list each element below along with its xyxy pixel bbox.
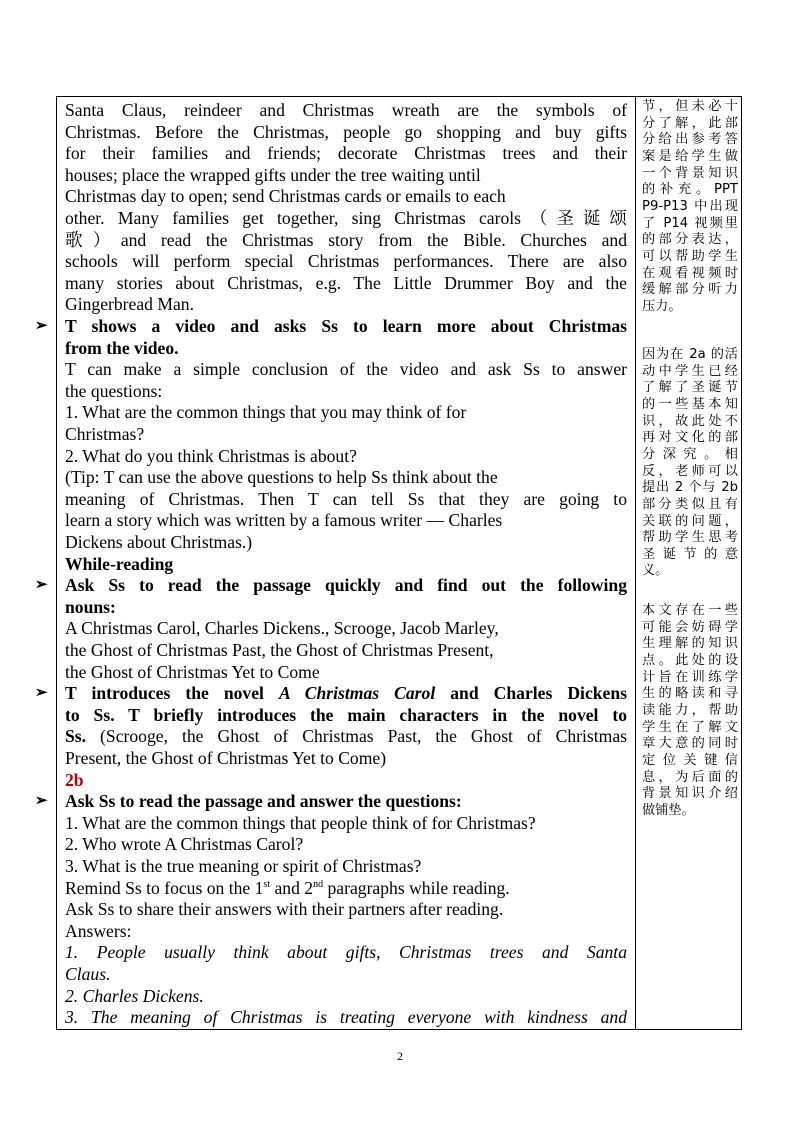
video-task-line: 2. What do you think Christmas is about? [65,445,357,466]
intro-line: Santa Claus, reindeer and Christmas wreath are the symbols of [65,100,627,120]
design-note-line: 帮助学生思考 [642,530,738,546]
design-note-line: 读能力，帮助 [642,702,738,718]
novel-task-text: and Charles Dickens [435,683,627,704]
video-task-line: the questions: [65,380,163,401]
design-note-line: 义。 [642,563,669,579]
noun-list-line: the Ghost of Christmas Past, the Ghost of Christmas Present, [65,640,494,660]
question-line: 2. Who wrote A Christmas Carol? [65,834,304,855]
bullet-icon: ➢ [35,793,48,810]
lesson-plan-table [35,96,742,1030]
novel-task-line [35,683,627,705]
design-note-line: 了 P14 视频里 [642,215,738,231]
novel-task-text: Ss. [65,726,87,747]
design-note-line: 缓解部分听力 [642,282,738,298]
intro-line: houses; place the wrapped gifts under the tree waiting until [65,164,481,185]
design-note-line: 节，但未必十 [642,99,738,114]
design-note-line: 背景知识介绍 [642,786,738,802]
design-note-line: 一个背景知识 [642,165,738,181]
bullet-icon: ➢ [35,685,48,702]
video-task-line: 1. What are the common things that you may think of for [65,402,467,423]
share-line: Ask Ss to share their answers with their partners after reading. [65,899,504,920]
design-note-line: 反，老师可以 [642,463,738,479]
answer-line: Claus. [65,964,111,984]
remind-text: st [263,878,271,890]
novel-task-line: to Ss. T briefly introduces the main characters in the novel to [65,704,627,725]
design-note-line: 点。此处的设 [642,652,738,668]
design-note-line: 生理解的知识 [642,636,738,652]
design-note-line: 的部分表达， [642,232,738,248]
design-note-line: 动中学生已经 [642,363,738,379]
remind-line [65,878,627,900]
design-note-line: 识，故此处不 [642,413,738,429]
design-note-line: 案是给学生做 [642,148,738,164]
bullet-icon: ➢ [35,577,48,594]
intro-line: 歌）and read the Christmas story from the Bible. Churches and [65,229,627,250]
noun-list-line: the Ghost of Christmas Yet to Come [65,661,320,682]
design-note-line: 计旨在训练学 [642,669,738,685]
design-note-line: 部分类似且有 [642,496,738,512]
design-note-line: 分给出参考答 [642,132,738,148]
design-note-line: 分了解，此部 [642,115,738,131]
design-note-line: 章大意的同时 [642,736,738,752]
design-note-line: 再对文化的部 [642,430,738,446]
intro-line: other. Many families get together, sing Christmas carols（圣诞颂 [65,208,627,228]
design-note-line: 压力。 [642,298,682,314]
page-number: 2 [397,1049,403,1063]
design-note-line: 的一些基本知 [642,396,738,412]
intro-line: Gingerbread Man. [65,294,194,315]
answer-line: 1. People usually think about gifts, Christmas trees and Santa [65,942,627,963]
design-note-line: 的补充。PPT [642,182,738,198]
design-note-line: 提出 2 个与 2b [642,480,738,496]
novel-task-text: T introduces the novel [65,683,279,704]
answer-line: 3. The meaning of Christmas is treating everyone with kindness and [65,1007,627,1028]
novel-task-line [65,726,627,748]
intro-line: Christmas. Before the Christmas, people go shopping and buy gifts [65,121,627,142]
design-note-line: 息，为后面的 [642,769,738,785]
design-note-line: 分深究。相 [642,446,738,462]
novel-task-text: A Christmas Carol [278,683,436,704]
design-note-line: 定位关键信 [642,752,738,768]
video-task-line: meaning of Christmas. Then T can tell Ss that they are going to [65,488,627,509]
teaching-procedure-column [35,97,635,1029]
nouns-task-heading: nouns: [65,596,116,617]
remind-text: nd [313,878,324,890]
intro-line: schools will perform special Christmas performances. There are also [65,251,627,272]
video-task-line: learn a story which was written by a famous writer — Charles [65,510,503,531]
section-2b-label: 2b [65,769,84,790]
answers-label: Answers: [65,920,132,941]
bullet-icon: ➢ [35,318,48,334]
design-note-line: 本文存在一些 [642,603,738,618]
remind-text: paragraphs while reading. [323,877,510,898]
design-note-line: 圣诞节的意 [642,546,738,562]
design-note-line: 关联的问题， [642,513,738,529]
intro-line: Christmas day to open; send Christmas cards or emails to each [65,186,506,207]
questions-task-heading: Ask Ss to read the passage and answer the questions: ➢ [35,791,462,812]
design-note-line: 因为在 2a 的活 [642,347,738,362]
question-line: 1. What are the common things that people think of for Christmas? [65,812,536,833]
nouns-task-heading: Ask Ss to read the passage quickly and find out the following ➢ [35,575,627,596]
intro-line: for their families and friends; decorate Christmas trees and their [65,143,627,164]
remind-text: and 2 [270,877,314,898]
novel-task-text: (Scrooge, the Ghost of Christmas Past, the Ghost of Christmas [86,726,627,747]
design-note-line: 学生在了解文 [642,719,738,735]
design-note-line: P9-P13 中出现 [642,198,738,214]
design-note-line: 可能会妨碍学 [642,619,738,635]
design-notes-column [635,97,741,1029]
design-note-line: 了解了圣诞节 [642,380,738,396]
video-task-heading: T shows a video and asks Ss to learn more about Christmas ➢ [35,316,627,336]
design-note-line: 在观看视频时 [642,265,738,281]
video-task-line: T can make a simple conclusion of the video and ask Ss to answer [65,359,627,380]
question-line: 3. What is the true meaning or spirit of Christmas? [65,856,422,876]
design-note-line: 做铺垫。 [642,802,695,818]
intro-line: many stories about Christmas, e.g. The Little Drummer Boy and the [65,272,627,293]
while-reading-label: While-reading [65,553,174,574]
video-task-heading: from the video. [65,337,179,358]
design-note-line: 可以帮助学生 [642,248,738,264]
remind-text: Remind Ss to focus on the 1 [65,877,264,898]
answer-line: 2. Charles Dickens. [65,985,204,1006]
novel-task-line: Present, the Ghost of Christmas Yet to Come) [65,748,387,768]
design-note-line: 生的略读和寻 [642,686,738,702]
video-task-line: (Tip: T can use the above questions to help Ss think about the [65,467,498,488]
noun-list-line: A Christmas Carol, Charles Dickens., Scrooge, Jacob Marley, [65,618,499,639]
video-task-line: Christmas? [65,424,145,444]
video-task-line: Dickens about Christmas.) [65,532,253,552]
